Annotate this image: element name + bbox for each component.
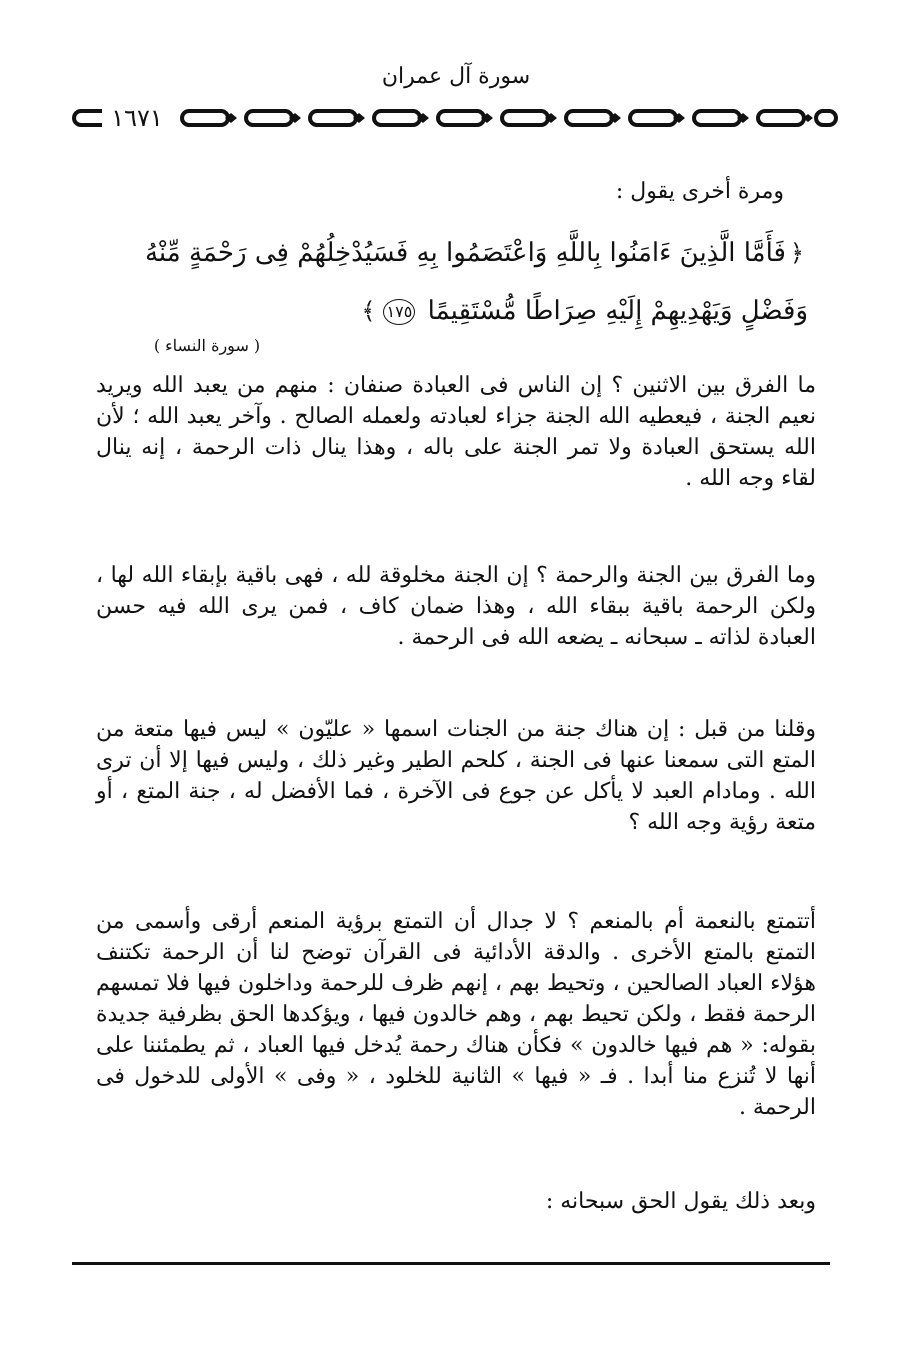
verse-close-ornament: ﴾ — [361, 297, 376, 325]
verse-source: ( سورة النساء ) — [153, 336, 261, 355]
page-number: ١٦٧١ — [102, 103, 172, 133]
intro-line: ومرة أخرى يقول : — [615, 179, 784, 204]
chain-ornament-icon — [72, 103, 840, 133]
footer-divider — [72, 1262, 830, 1265]
ornamental-header-band — [72, 103, 840, 133]
verse-open-ornament: ﴿ — [789, 239, 804, 267]
verse-text: فَأَمَّا الَّذِينَ ءَامَنُوا بِاللَّهِ وَاعْتَصَمُوا بِهِ فَسَيُدْخِلُهُمْ فِى رَحْمَةٍ مِّنْهُ وَفَضْلٍ وَيَهْدِيهِمْ إِلَيْهِ صِرَاطًا مُّسْتَقِيمًا — [144, 238, 808, 326]
outro-line: وبعد ذلك يقول الحق سبحانه : — [545, 1189, 816, 1214]
paragraph: ما الفرق بين الاثنين ؟ إن الناس فى العبادة صنفان : منهم من يعبد الله ويريد نعيم الجنة ، فيعطيه الله الجنة جزاء لعبادته ولعمله الصالح . وآخر يعبد الله ؛ لأن الله يستحق العبادة ولا تمر الجنة على باله ، وهذا ينال ذات الرحمة ، إنه ينال لقاء وجه الله . — [96, 373, 816, 491]
paragraph: وما الفرق بين الجنة والرحمة ؟ إن الجنة مخلوقة لله ، فهى باقية بإبقاء الله لها ، ولكن الرحمة باقية ببقاء الله ، وهذا ضمان كاف ، فمن يرى الله فيه حسن العبادة لذاته ـ سبحانه ـ يضعه الله فى الرحمة . — [96, 563, 816, 650]
paragraph: أتتمتع بالنعمة أم بالمنعم ؟ لا جدال أن التمتع برؤية المنعم أرقى وأسمى من التمتع بالمتع الأخرى . والدقة الأدائية فى القرآن توضح لنا أن الرحمة تكتنف هؤلاء العباد الصالحين ، وتحيط بهم ، إنهم ظرف للرحمة وداخلون فيها فلا تمسهم الرحمة فقط ، ولكن تحيط بهم ، وهم خالدون فيها ، ويؤكدها الحق بظرفية جديدة بقوله: « هم فيها خالدون » فكأن هناك رحمة يُدخل فيها العباد ، ثم يطمئننا على أنها لا تُنزع منا أبدا . فـ « فيها » الثانية للخلود ، « وفى » الأولى للدخول فى الرحمة . — [96, 909, 816, 1120]
quran-verse — [128, 224, 808, 340]
paragraph: وقلنا من قبل : إن هناك جنة من الجنات اسمها « عليّون » ليس فيها متعة من المتع التى سمعنا عنها فى الجنة ، كلحم الطير وغير ذلك ، وليس فيها إلا أن ترى الله . ومادام العبد لا يأكل عن جوع فى الآخرة ، فما الأفضل له ، جنة المتع ، أو متعة رؤية وجه الله ؟ — [96, 717, 816, 835]
surah-title: سورة آل عمران — [381, 64, 531, 89]
ayah-number-badge: ١٧٥ — [383, 299, 415, 325]
